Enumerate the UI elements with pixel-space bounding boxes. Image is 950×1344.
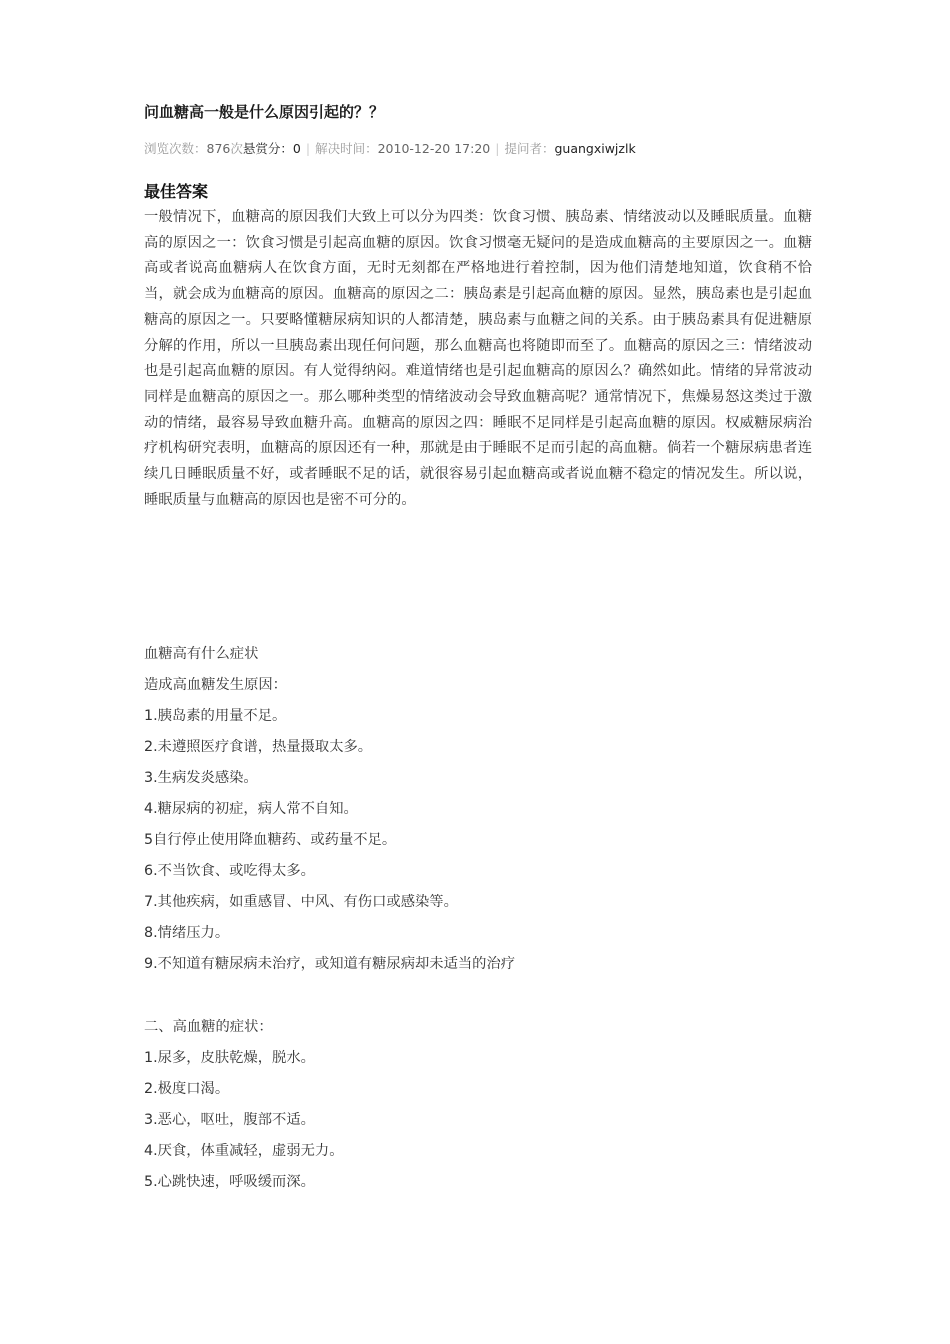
asker-label: 提问者： bbox=[504, 141, 555, 156]
reward-value: 0 bbox=[292, 141, 301, 156]
list-item: 2.未遵照医疗食谱，热量摄取太多。 bbox=[144, 739, 373, 755]
list-item: 4.厌食，体重减轻，虚弱无力。 bbox=[144, 1143, 344, 1159]
solved-label: 解决时间： bbox=[315, 141, 378, 156]
question-meta bbox=[144, 139, 636, 157]
symptoms-heading: 二、高血糖的症状： bbox=[144, 1019, 273, 1035]
symptoms-section bbox=[144, 1012, 344, 1198]
list-item: 4.糖尿病的初症，病人常不自知。 bbox=[144, 801, 358, 817]
list-item: 1.尿多，皮肤乾燥，脱水。 bbox=[144, 1050, 315, 1066]
views-unit: 次 bbox=[230, 141, 243, 156]
causes-heading: 血糖高有什么症状 bbox=[144, 646, 259, 662]
list-item: 5.心跳快速，呼吸缓而深。 bbox=[144, 1174, 315, 1190]
list-item: 1.胰岛素的用量不足。 bbox=[144, 708, 287, 724]
best-answer-text: 一般情况下，血糖高的原因我们大致上可以分为四类：饮食习惯、胰岛素、情绪波动以及睡眠质量。血糖高的原因之一：饮食习惯是引起高血糖的原因。饮食习惯毫无疑问的是造成血糖高的主要原因之一。血糖高或者说高血糖病人在饮食方面，无时无刻都在严格地进行着控制，因为他们清楚地知道，饮食稍不恰当，就会成为血糖高的原因。血糖高的原因之二：胰岛素是引起高血糖的原因。显然，胰岛素也是引起血糖高的原因之一。只要略懂糖尿病知识的人都清楚，胰岛素与血糖之间的关系。由于胰岛素具有促进糖原分解的作用，所以一旦胰岛素出现任何问题，那么血糖高也将随即而至了。血糖高的原因之三：情绪波动也是引起高血糖的原因。有人觉得纳闷。难道情绪也是引起血糖高的原因么？确然如此。情绪的异常波动同样是血糖高的原因之一。那么哪种类型的情绪波动会导致血糖高呢？通常情况下，焦燥易怒这类过于激动的情绪，最容易导致血糖升高。血糖高的原因之四：睡眠不足同样是引起高血糖的原因。权威糖尿病治疗机构研究表明，血糖高的原因还有一种，那就是由于睡眠不足而引起的高血糖。倘若一个糖尿病患者连续几日睡眠质量不好，或者睡眠不足的话，就很容易引起血糖高或者说血糖不稳定的情况发生。所以说，睡眠质量与血糖高的原因也是密不可分的。 bbox=[144, 209, 812, 508]
list-item: 7.其他疾病，如重感冒、中风、有伤口或感染等。 bbox=[144, 894, 458, 910]
best-answer-heading: 最佳答案 bbox=[144, 182, 209, 201]
list-item: 2.极度口渴。 bbox=[144, 1081, 230, 1097]
causes-section bbox=[144, 639, 515, 980]
meta-separator: | bbox=[495, 141, 500, 156]
question-title: 问血糖高一般是什么原因引起的？？ bbox=[144, 103, 385, 121]
views-label: 浏览次数： bbox=[144, 141, 207, 156]
list-item: 9.不知道有糖尿病未治疗，或知道有糖尿病却未适当的治疗 bbox=[144, 956, 516, 972]
list-item: 6.不当饮食、或吃得太多。 bbox=[144, 863, 315, 879]
list-item: 3.恶心，呕吐，腹部不适。 bbox=[144, 1112, 315, 1128]
solved-value: 2010-12-20 17:20 bbox=[377, 141, 491, 156]
list-item: 8.情绪压力。 bbox=[144, 925, 230, 941]
reward-label: 悬赏分： bbox=[242, 141, 293, 156]
views-value: 876 bbox=[206, 141, 231, 156]
causes-subheading: 造成高血糖发生原因： bbox=[144, 677, 287, 693]
list-item: 3.生病发炎感染。 bbox=[144, 770, 258, 786]
meta-separator: | bbox=[305, 141, 311, 156]
asker-link[interactable]: guangxiwjzlk bbox=[554, 141, 636, 156]
list-item: 5自行停止使用降血糖药、或药量不足。 bbox=[144, 832, 397, 848]
